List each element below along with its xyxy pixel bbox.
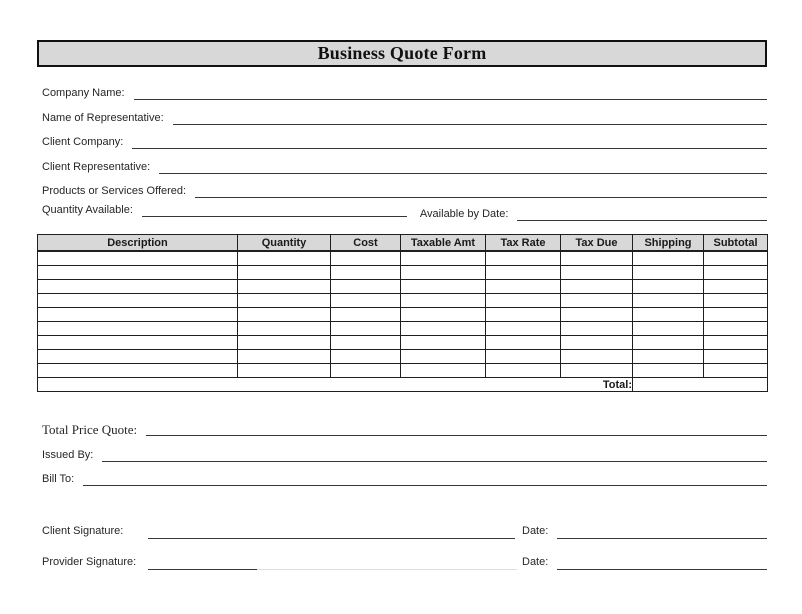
cell-subtotal[interactable]: [704, 251, 768, 266]
total-price-quote-label: Total Price Quote:: [42, 422, 138, 437]
cell-shipping[interactable]: [633, 266, 704, 280]
cell-tax-due[interactable]: [561, 294, 633, 308]
cell-description[interactable]: [38, 322, 238, 336]
cell-quantity[interactable]: [238, 350, 331, 364]
provider-signature-line[interactable]: [148, 568, 257, 570]
cell-subtotal[interactable]: [704, 280, 768, 294]
col-header-subtotal: Subtotal: [704, 235, 768, 252]
issued-by-label: Issued By:: [42, 449, 94, 461]
field-row-client-representative: [37, 158, 767, 174]
products-or-services-input-line[interactable]: [195, 196, 767, 198]
cell-taxable-amt[interactable]: [401, 280, 486, 294]
cell-quantity[interactable]: [238, 280, 331, 294]
cell-quantity[interactable]: [238, 336, 331, 350]
cell-quantity[interactable]: [238, 266, 331, 280]
cell-subtotal[interactable]: [704, 364, 768, 378]
table-row: [38, 322, 768, 336]
available-by-date-input-line[interactable]: [517, 219, 767, 221]
company-name-label: Company Name:: [42, 87, 125, 99]
cell-tax-due[interactable]: [561, 251, 633, 266]
cell-taxable-amt[interactable]: [401, 294, 486, 308]
cell-tax-rate[interactable]: [486, 364, 561, 378]
field-row-quantity-available: [37, 201, 767, 220]
field-row-issued-by: [37, 446, 767, 462]
client-company-input-line[interactable]: [132, 147, 767, 149]
cell-taxable-amt[interactable]: [401, 336, 486, 350]
cell-shipping[interactable]: [633, 336, 704, 350]
total-price-quote-input-line[interactable]: [146, 434, 767, 436]
total-label: Total:: [38, 378, 633, 392]
table-row: [38, 364, 768, 378]
available-by-date-label: Available by Date:: [419, 208, 509, 220]
cell-description[interactable]: [38, 364, 238, 378]
cell-subtotal[interactable]: [704, 322, 768, 336]
cell-shipping[interactable]: [633, 251, 704, 266]
cell-subtotal[interactable]: [704, 350, 768, 364]
cell-description[interactable]: [38, 251, 238, 266]
available-by-date-group: [407, 208, 767, 221]
cell-taxable-amt[interactable]: [401, 308, 486, 322]
cell-quantity[interactable]: [238, 364, 331, 378]
client-company-label: Client Company:: [42, 136, 124, 148]
cell-shipping[interactable]: [633, 322, 704, 336]
quote-table-header: [38, 235, 768, 252]
field-row-products-or-services: [37, 182, 767, 198]
cell-quantity[interactable]: [238, 322, 331, 336]
cell-description[interactable]: [38, 294, 238, 308]
cell-quantity[interactable]: [238, 294, 331, 308]
bill-to-input-line[interactable]: [83, 484, 767, 486]
cell-description[interactable]: [38, 308, 238, 322]
col-header-description: Description: [38, 235, 238, 252]
cell-cost[interactable]: [331, 336, 401, 350]
table-row: [38, 294, 768, 308]
quantity-available-label: Quantity Available:: [42, 204, 133, 216]
quantity-available-input-line[interactable]: [142, 215, 407, 217]
products-or-services-label: Products or Services Offered:: [42, 185, 187, 197]
cell-description[interactable]: [38, 280, 238, 294]
client-signature-line[interactable]: [148, 537, 515, 539]
cell-taxable-amt[interactable]: [401, 251, 486, 266]
total-row: [38, 378, 768, 392]
cell-shipping[interactable]: [633, 294, 704, 308]
field-row-bill-to: [37, 470, 767, 486]
total-value-cell[interactable]: [633, 378, 768, 392]
cell-cost[interactable]: [331, 308, 401, 322]
cell-tax-due[interactable]: [561, 364, 633, 378]
company-name-input-line[interactable]: [134, 98, 767, 100]
client-representative-input-line[interactable]: [159, 172, 767, 174]
field-row-total-price-quote: [37, 420, 767, 436]
cell-tax-rate[interactable]: [486, 266, 561, 280]
cell-cost[interactable]: [331, 364, 401, 378]
table-row: [38, 336, 768, 350]
provider-date-line[interactable]: [557, 568, 767, 570]
cell-quantity[interactable]: [238, 308, 331, 322]
quote-table-footer: [38, 378, 768, 392]
cell-tax-rate[interactable]: [486, 251, 561, 266]
cell-tax-rate[interactable]: [486, 280, 561, 294]
cell-tax-rate[interactable]: [486, 336, 561, 350]
col-header-tax-rate: Tax Rate: [486, 235, 561, 252]
cell-subtotal[interactable]: [704, 308, 768, 322]
cell-cost[interactable]: [331, 322, 401, 336]
cell-cost[interactable]: [331, 294, 401, 308]
page-title: Business Quote Form: [317, 43, 487, 63]
cell-shipping[interactable]: [633, 308, 704, 322]
form-content: [37, 0, 767, 614]
cell-taxable-amt[interactable]: [401, 322, 486, 336]
bill-to-label: Bill To:: [42, 473, 75, 485]
table-row: [38, 350, 768, 364]
cell-quantity[interactable]: [238, 251, 331, 266]
form-title-bar: [37, 40, 767, 67]
name-of-representative-label: Name of Representative:: [42, 112, 164, 124]
cell-description[interactable]: [38, 336, 238, 350]
cell-shipping[interactable]: [633, 350, 704, 364]
name-of-representative-input-line[interactable]: [173, 123, 767, 125]
provider-signature-line-faded: [257, 568, 517, 570]
cell-tax-due[interactable]: [561, 350, 633, 364]
provider-signature-label: Provider Signature:: [42, 556, 137, 568]
cell-tax-due[interactable]: [561, 336, 633, 350]
field-row-company-name: [37, 84, 767, 100]
cell-subtotal[interactable]: [704, 336, 768, 350]
cell-tax-rate[interactable]: [486, 322, 561, 336]
cell-shipping[interactable]: [633, 364, 704, 378]
cell-shipping[interactable]: [633, 280, 704, 294]
client-signature-label: Client Signature:: [42, 525, 124, 537]
client-signature-row: [37, 522, 767, 539]
quote-items-table: [37, 234, 768, 392]
provider-date-label: Date:: [522, 556, 549, 568]
cell-cost[interactable]: [331, 251, 401, 266]
cell-tax-due[interactable]: [561, 308, 633, 322]
cell-tax-rate[interactable]: [486, 294, 561, 308]
client-date-line[interactable]: [557, 537, 767, 539]
cell-description[interactable]: [38, 266, 238, 280]
cell-tax-due[interactable]: [561, 266, 633, 280]
client-representative-label: Client Representative:: [42, 161, 151, 173]
table-row: [38, 308, 768, 322]
col-header-quantity: Quantity: [238, 235, 331, 252]
cell-description[interactable]: [38, 350, 238, 364]
cell-taxable-amt[interactable]: [401, 266, 486, 280]
col-header-taxable-amt: Taxable Amt: [401, 235, 486, 252]
field-row-client-company: [37, 133, 767, 149]
cell-cost[interactable]: [331, 280, 401, 294]
provider-signature-row: [37, 553, 767, 570]
quote-table-body: [38, 251, 768, 378]
cell-cost[interactable]: [331, 350, 401, 364]
cell-tax-rate[interactable]: [486, 308, 561, 322]
cell-tax-rate[interactable]: [486, 350, 561, 364]
cell-taxable-amt[interactable]: [401, 364, 486, 378]
cell-subtotal[interactable]: [704, 266, 768, 280]
cell-tax-due[interactable]: [561, 280, 633, 294]
col-header-cost: Cost: [331, 235, 401, 252]
client-date-label: Date:: [522, 525, 549, 537]
issued-by-input-line[interactable]: [102, 460, 767, 462]
col-header-shipping: Shipping: [633, 235, 704, 252]
table-row: [38, 266, 768, 280]
header-row: [38, 235, 768, 252]
table-row: [38, 251, 768, 266]
table-row: [38, 280, 768, 294]
col-header-tax-due: Tax Due: [561, 235, 633, 252]
cell-tax-due[interactable]: [561, 322, 633, 336]
cell-cost[interactable]: [331, 266, 401, 280]
cell-taxable-amt[interactable]: [401, 350, 486, 364]
cell-subtotal[interactable]: [704, 294, 768, 308]
field-row-name-of-representative: [37, 109, 767, 125]
